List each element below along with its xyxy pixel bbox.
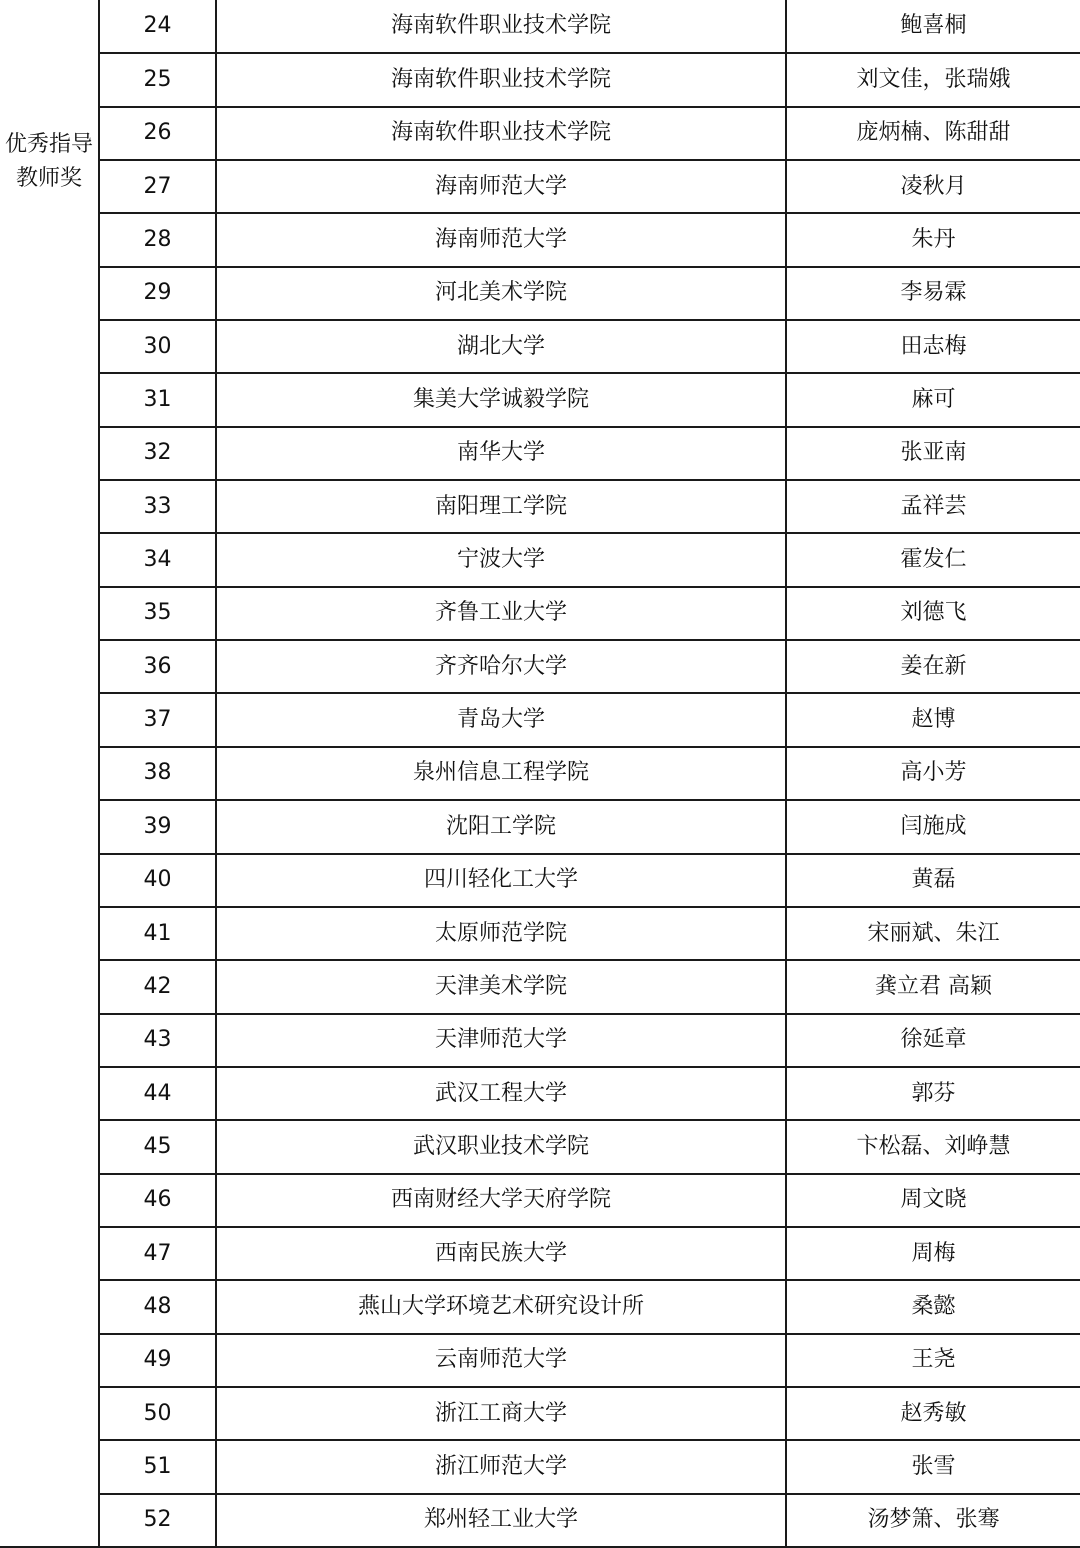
teacher-name-cell: 高小芳	[786, 747, 1080, 800]
table-row	[0, 533, 1080, 586]
table-row	[0, 747, 1080, 800]
school-name-cell: 海南师范大学	[216, 160, 786, 213]
school-name-cell: 燕山大学环境艺术研究设计所	[216, 1280, 786, 1333]
teacher-name-cell: 闫施成	[786, 800, 1080, 853]
teacher-name-cell: 王尧	[786, 1334, 1080, 1387]
teacher-name-cell: 赵秀敏	[786, 1387, 1080, 1440]
school-name-cell: 海南软件职业技术学院	[216, 53, 786, 106]
school-name-cell: 齐齐哈尔大学	[216, 640, 786, 693]
row-number-cell: 44	[99, 1067, 216, 1120]
teacher-name-cell: 刘文佳，张瑞娥	[786, 53, 1080, 106]
row-number-cell: 33	[99, 480, 216, 533]
row-number-cell: 37	[99, 693, 216, 746]
table-row	[0, 480, 1080, 533]
row-number-cell: 50	[99, 1387, 216, 1440]
school-name-cell: 武汉职业技术学院	[216, 1120, 786, 1173]
school-name-cell: 天津师范大学	[216, 1014, 786, 1067]
table-row	[0, 373, 1080, 426]
school-name-cell: 南华大学	[216, 427, 786, 480]
award-category-label: 优秀指导教师奖	[4, 132, 93, 191]
row-number-cell: 49	[99, 1334, 216, 1387]
row-number-cell: 39	[99, 800, 216, 853]
school-name-cell: 郑州轻工业大学	[216, 1494, 786, 1547]
school-name-cell: 青岛大学	[216, 693, 786, 746]
school-name-cell: 浙江工商大学	[216, 1387, 786, 1440]
teacher-name-cell: 姜在新	[786, 640, 1080, 693]
school-name-cell: 云南师范大学	[216, 1334, 786, 1387]
teacher-name-cell: 赵博	[786, 693, 1080, 746]
school-name-cell: 海南软件职业技术学院	[216, 0, 786, 53]
row-number-cell: 42	[99, 960, 216, 1013]
school-name-cell: 沈阳工学院	[216, 800, 786, 853]
table-row	[0, 1387, 1080, 1440]
teacher-name-cell: 孟祥芸	[786, 480, 1080, 533]
row-number-cell: 46	[99, 1174, 216, 1227]
school-name-cell: 泉州信息工程学院	[216, 747, 786, 800]
table-row	[0, 800, 1080, 853]
row-number-cell: 24	[99, 0, 216, 53]
teacher-name-cell: 周文晓	[786, 1174, 1080, 1227]
school-name-cell: 西南民族大学	[216, 1227, 786, 1280]
teacher-name-cell: 黄磊	[786, 854, 1080, 907]
school-name-cell: 宁波大学	[216, 533, 786, 586]
table-row	[0, 1280, 1080, 1333]
table-row	[0, 854, 1080, 907]
teacher-name-cell: 庞炳楠、陈甜甜	[786, 107, 1080, 160]
table-row	[0, 427, 1080, 480]
teacher-name-cell: 桑懿	[786, 1280, 1080, 1333]
teacher-name-cell: 张亚南	[786, 427, 1080, 480]
row-number-cell: 40	[99, 854, 216, 907]
table-row	[0, 1174, 1080, 1227]
teacher-name-cell: 卞松磊、刘峥慧	[786, 1120, 1080, 1173]
teacher-name-cell: 麻可	[786, 373, 1080, 426]
school-name-cell: 河北美术学院	[216, 267, 786, 320]
table-row	[0, 53, 1080, 106]
school-name-cell: 齐鲁工业大学	[216, 587, 786, 640]
school-name-cell: 天津美术学院	[216, 960, 786, 1013]
row-number-cell: 38	[99, 747, 216, 800]
table-row	[0, 1120, 1080, 1173]
table-row	[0, 107, 1080, 160]
row-number-cell: 48	[99, 1280, 216, 1333]
row-number-cell: 47	[99, 1227, 216, 1280]
table-row	[0, 267, 1080, 320]
teacher-name-cell: 李易霖	[786, 267, 1080, 320]
school-name-cell: 海南软件职业技术学院	[216, 107, 786, 160]
teacher-name-cell: 田志梅	[786, 320, 1080, 373]
row-number-cell: 31	[99, 373, 216, 426]
teacher-name-cell: 汤梦箫、张骞	[786, 1494, 1080, 1547]
table-row	[0, 960, 1080, 1013]
row-number-cell: 29	[99, 267, 216, 320]
table-row	[0, 1014, 1080, 1067]
award-category-cell	[0, 0, 99, 1547]
row-number-cell: 43	[99, 1014, 216, 1067]
teacher-name-cell: 周梅	[786, 1227, 1080, 1280]
school-name-cell: 西南财经大学天府学院	[216, 1174, 786, 1227]
table-row	[0, 1440, 1080, 1493]
teacher-name-cell: 郭芬	[786, 1067, 1080, 1120]
table-row	[0, 213, 1080, 266]
school-name-cell: 湖北大学	[216, 320, 786, 373]
school-name-cell: 集美大学诚毅学院	[216, 373, 786, 426]
row-number-cell: 36	[99, 640, 216, 693]
table-row	[0, 1227, 1080, 1280]
table-row	[0, 907, 1080, 960]
row-number-cell: 27	[99, 160, 216, 213]
teacher-name-cell: 霍发仁	[786, 533, 1080, 586]
table-row	[0, 640, 1080, 693]
school-name-cell: 南阳理工学院	[216, 480, 786, 533]
teacher-name-cell: 朱丹	[786, 213, 1080, 266]
teacher-name-cell: 鲍喜桐	[786, 0, 1080, 53]
table-row	[0, 1067, 1080, 1120]
school-name-cell: 太原师范学院	[216, 907, 786, 960]
row-number-cell: 30	[99, 320, 216, 373]
school-name-cell: 四川轻化工大学	[216, 854, 786, 907]
teacher-name-cell: 凌秋月	[786, 160, 1080, 213]
school-name-cell: 武汉工程大学	[216, 1067, 786, 1120]
row-number-cell: 51	[99, 1440, 216, 1493]
row-number-cell: 52	[99, 1494, 216, 1547]
table-row	[0, 160, 1080, 213]
row-number-cell: 35	[99, 587, 216, 640]
row-number-cell: 26	[99, 107, 216, 160]
row-number-cell: 45	[99, 1120, 216, 1173]
teacher-name-cell: 张雪	[786, 1440, 1080, 1493]
table-row	[0, 0, 1080, 53]
teacher-name-cell: 龚立君 高颖	[786, 960, 1080, 1013]
school-name-cell: 浙江师范大学	[216, 1440, 786, 1493]
school-name-cell: 海南师范大学	[216, 213, 786, 266]
table-row	[0, 693, 1080, 746]
row-number-cell: 32	[99, 427, 216, 480]
table-row	[0, 587, 1080, 640]
row-number-cell: 25	[99, 53, 216, 106]
teacher-name-cell: 刘德飞	[786, 587, 1080, 640]
teacher-name-cell: 宋丽斌、朱江	[786, 907, 1080, 960]
table-row	[0, 320, 1080, 373]
row-number-cell: 34	[99, 533, 216, 586]
row-number-cell: 41	[99, 907, 216, 960]
table-row	[0, 1494, 1080, 1547]
teacher-name-cell: 徐延章	[786, 1014, 1080, 1067]
row-number-cell: 28	[99, 213, 216, 266]
table-row	[0, 1334, 1080, 1387]
